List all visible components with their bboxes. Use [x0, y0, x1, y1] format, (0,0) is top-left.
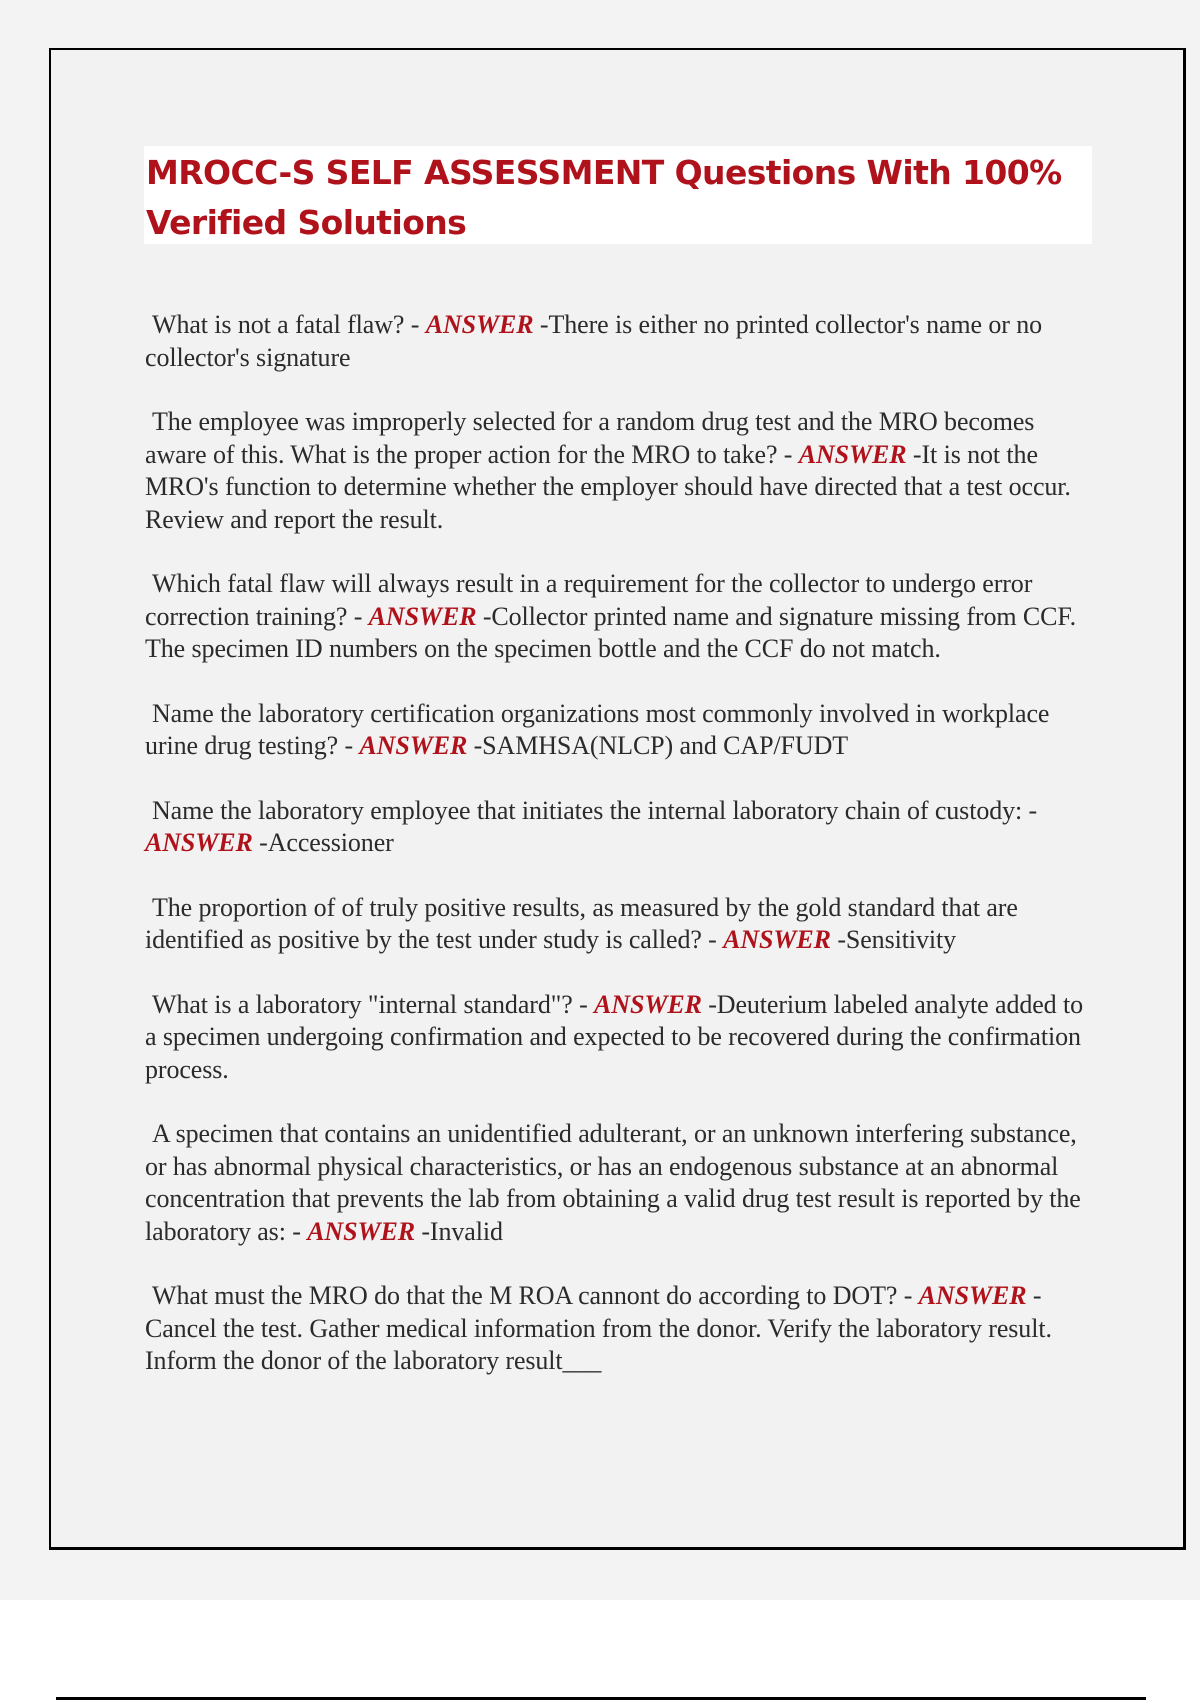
question-text: Name the laboratory employee that initiates the internal laboratory chain of custody: -	[152, 795, 1038, 825]
qa-item	[145, 698, 1095, 763]
answer-text: -Accessioner	[252, 828, 394, 857]
question-text: Name the laboratory certification organizations most commonly involved in workplace urine drug testing? -	[145, 698, 1050, 760]
answer-label: ANSWER	[359, 731, 468, 760]
qa-item	[145, 1280, 1095, 1378]
answer-text: -Collector printed name and signature missing from CCF. The specimen ID numbers on the specimen bottle and the CCF do not match.	[145, 601, 1077, 663]
question-text: The proportion of of truly positive results, as measured by the gold standard that are identified as positive by the test under study is called? -	[145, 892, 1018, 954]
qa-item	[145, 406, 1095, 536]
answer-text: -Deuterium labeled analyte added to a specimen undergoing confirmation and expected to be recovered during the confirmation process.	[145, 989, 1084, 1084]
question-text: Which fatal flaw will always result in a requirement for the collector to undergo error correction training? -	[145, 569, 1033, 631]
question-text: The employee was improperly selected for a random drug test and the MRO becomes aware of this. What is the proper action for the MRO to take? -	[145, 407, 1035, 469]
footer-area	[0, 1600, 1200, 1700]
qa-item	[145, 309, 1095, 374]
answer-text: -Cancel the test. Gather medical information from the donor. Verify the laboratory result. Inform the donor of the laboratory result___	[145, 1281, 1052, 1375]
qa-list	[145, 309, 1095, 1410]
answer-label: ANSWER	[918, 1281, 1027, 1310]
answer-label: ANSWER	[723, 925, 831, 954]
answer-text: -Sensitivity	[830, 925, 957, 954]
answer-text: -It is not the MRO's function to determine whether the employer should have directed that a test occur. Review and report the result.	[145, 439, 1071, 534]
answer-text: -There is either no printed collector's name or no collector's signature	[145, 310, 1043, 372]
question-text: What must the MRO do that the M ROA cannont do according to DOT? -	[152, 1281, 919, 1310]
qa-item	[145, 989, 1095, 1087]
answer-label: ANSWER	[594, 989, 702, 1019]
question-text: What is not a fatal flaw? -	[152, 310, 426, 339]
answer-label: ANSWER	[368, 601, 477, 631]
question-text: What is a laboratory "internal standard"? -	[152, 989, 595, 1019]
qa-item	[145, 1118, 1095, 1248]
answer-label: ANSWER	[798, 439, 907, 469]
answer-text: -SAMHSA(NLCP) and CAP/FUDT	[467, 731, 849, 760]
answer-label: ANSWER	[307, 1216, 415, 1246]
qa-item	[145, 892, 1095, 957]
question-text: A specimen that contains an unidentified adulterant, or an unknown interfering substance, or has abnormal physical characteristics, or has an endogenous substance at an abnormal concentration that prevents the lab from obtaining a valid drug test result is reported by the laboratory as: -	[145, 1119, 1081, 1246]
answer-text: -Invalid	[414, 1216, 503, 1246]
answer-label: ANSWER	[145, 828, 253, 857]
qa-item	[145, 568, 1095, 666]
page-title: MROCC-S SELF ASSESSMENT Questions With 100% Verified Solutions	[146, 153, 1062, 242]
qa-item	[145, 795, 1095, 860]
answer-label: ANSWER	[425, 310, 534, 339]
